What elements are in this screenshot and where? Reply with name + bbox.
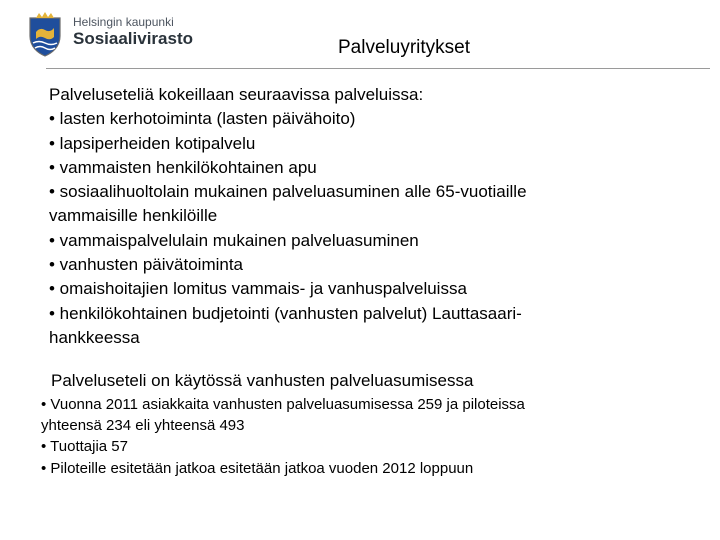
list-item: • vammaispalvelulain mukainen palveluasuminen [49, 230, 419, 250]
page-title: Palveluyritykset [338, 37, 470, 58]
list-item: • vanhusten päivätoiminta [49, 255, 244, 275]
pilot-services-section [49, 83, 689, 350]
section-heading: Palveluseteli on käytössä vanhusten palveluasumisessa [51, 371, 474, 390]
list-item: • lasten kerhotoiminta (lasten päivähoito) [49, 109, 356, 129]
list-item-continuation: hankkeessa [49, 327, 140, 347]
elderly-housing-section [41, 394, 701, 479]
title-divider [46, 68, 710, 69]
list-item: • lapsiperheiden kotipalvelu [49, 133, 256, 153]
list-item-continuation: yhteensä 234 eli yhteensä 493 [41, 417, 245, 435]
list-item: • Vuonna 2011 asiakkaita vanhusten palveluasumisessa 259 ja piloteissa [41, 396, 525, 413]
list-item: • omaishoitajien lomitus vammais- ja vanhuspalveluissa [49, 279, 467, 299]
list-item-continuation: vammaisille henkilöille [49, 206, 218, 226]
list-item: • Piloteille esitetään jatkoa esitetään jatkoa vuoden 2012 loppuun [41, 459, 474, 477]
list-item: • Tuottajia 57 [41, 438, 128, 456]
list-item: • henkilökohtainen budjetointi (vanhusten palvelut) Lauttasaari- [49, 303, 522, 323]
list-item: • vammaisten henkilökohtainen apu [49, 157, 317, 177]
helsinki-logo [27, 12, 227, 62]
org-name-line2: Sosiaalivirasto [73, 29, 194, 48]
org-name-line1: Helsingin kaupunki [73, 15, 174, 29]
coat-of-arms-icon [27, 12, 63, 58]
section-heading: Palveluseteliä kokeillaan seuraavissa palveluissa: [49, 85, 424, 104]
list-item: • sosiaalihuoltolain mukainen palveluasuminen alle 65-vuotiaille [49, 182, 527, 202]
